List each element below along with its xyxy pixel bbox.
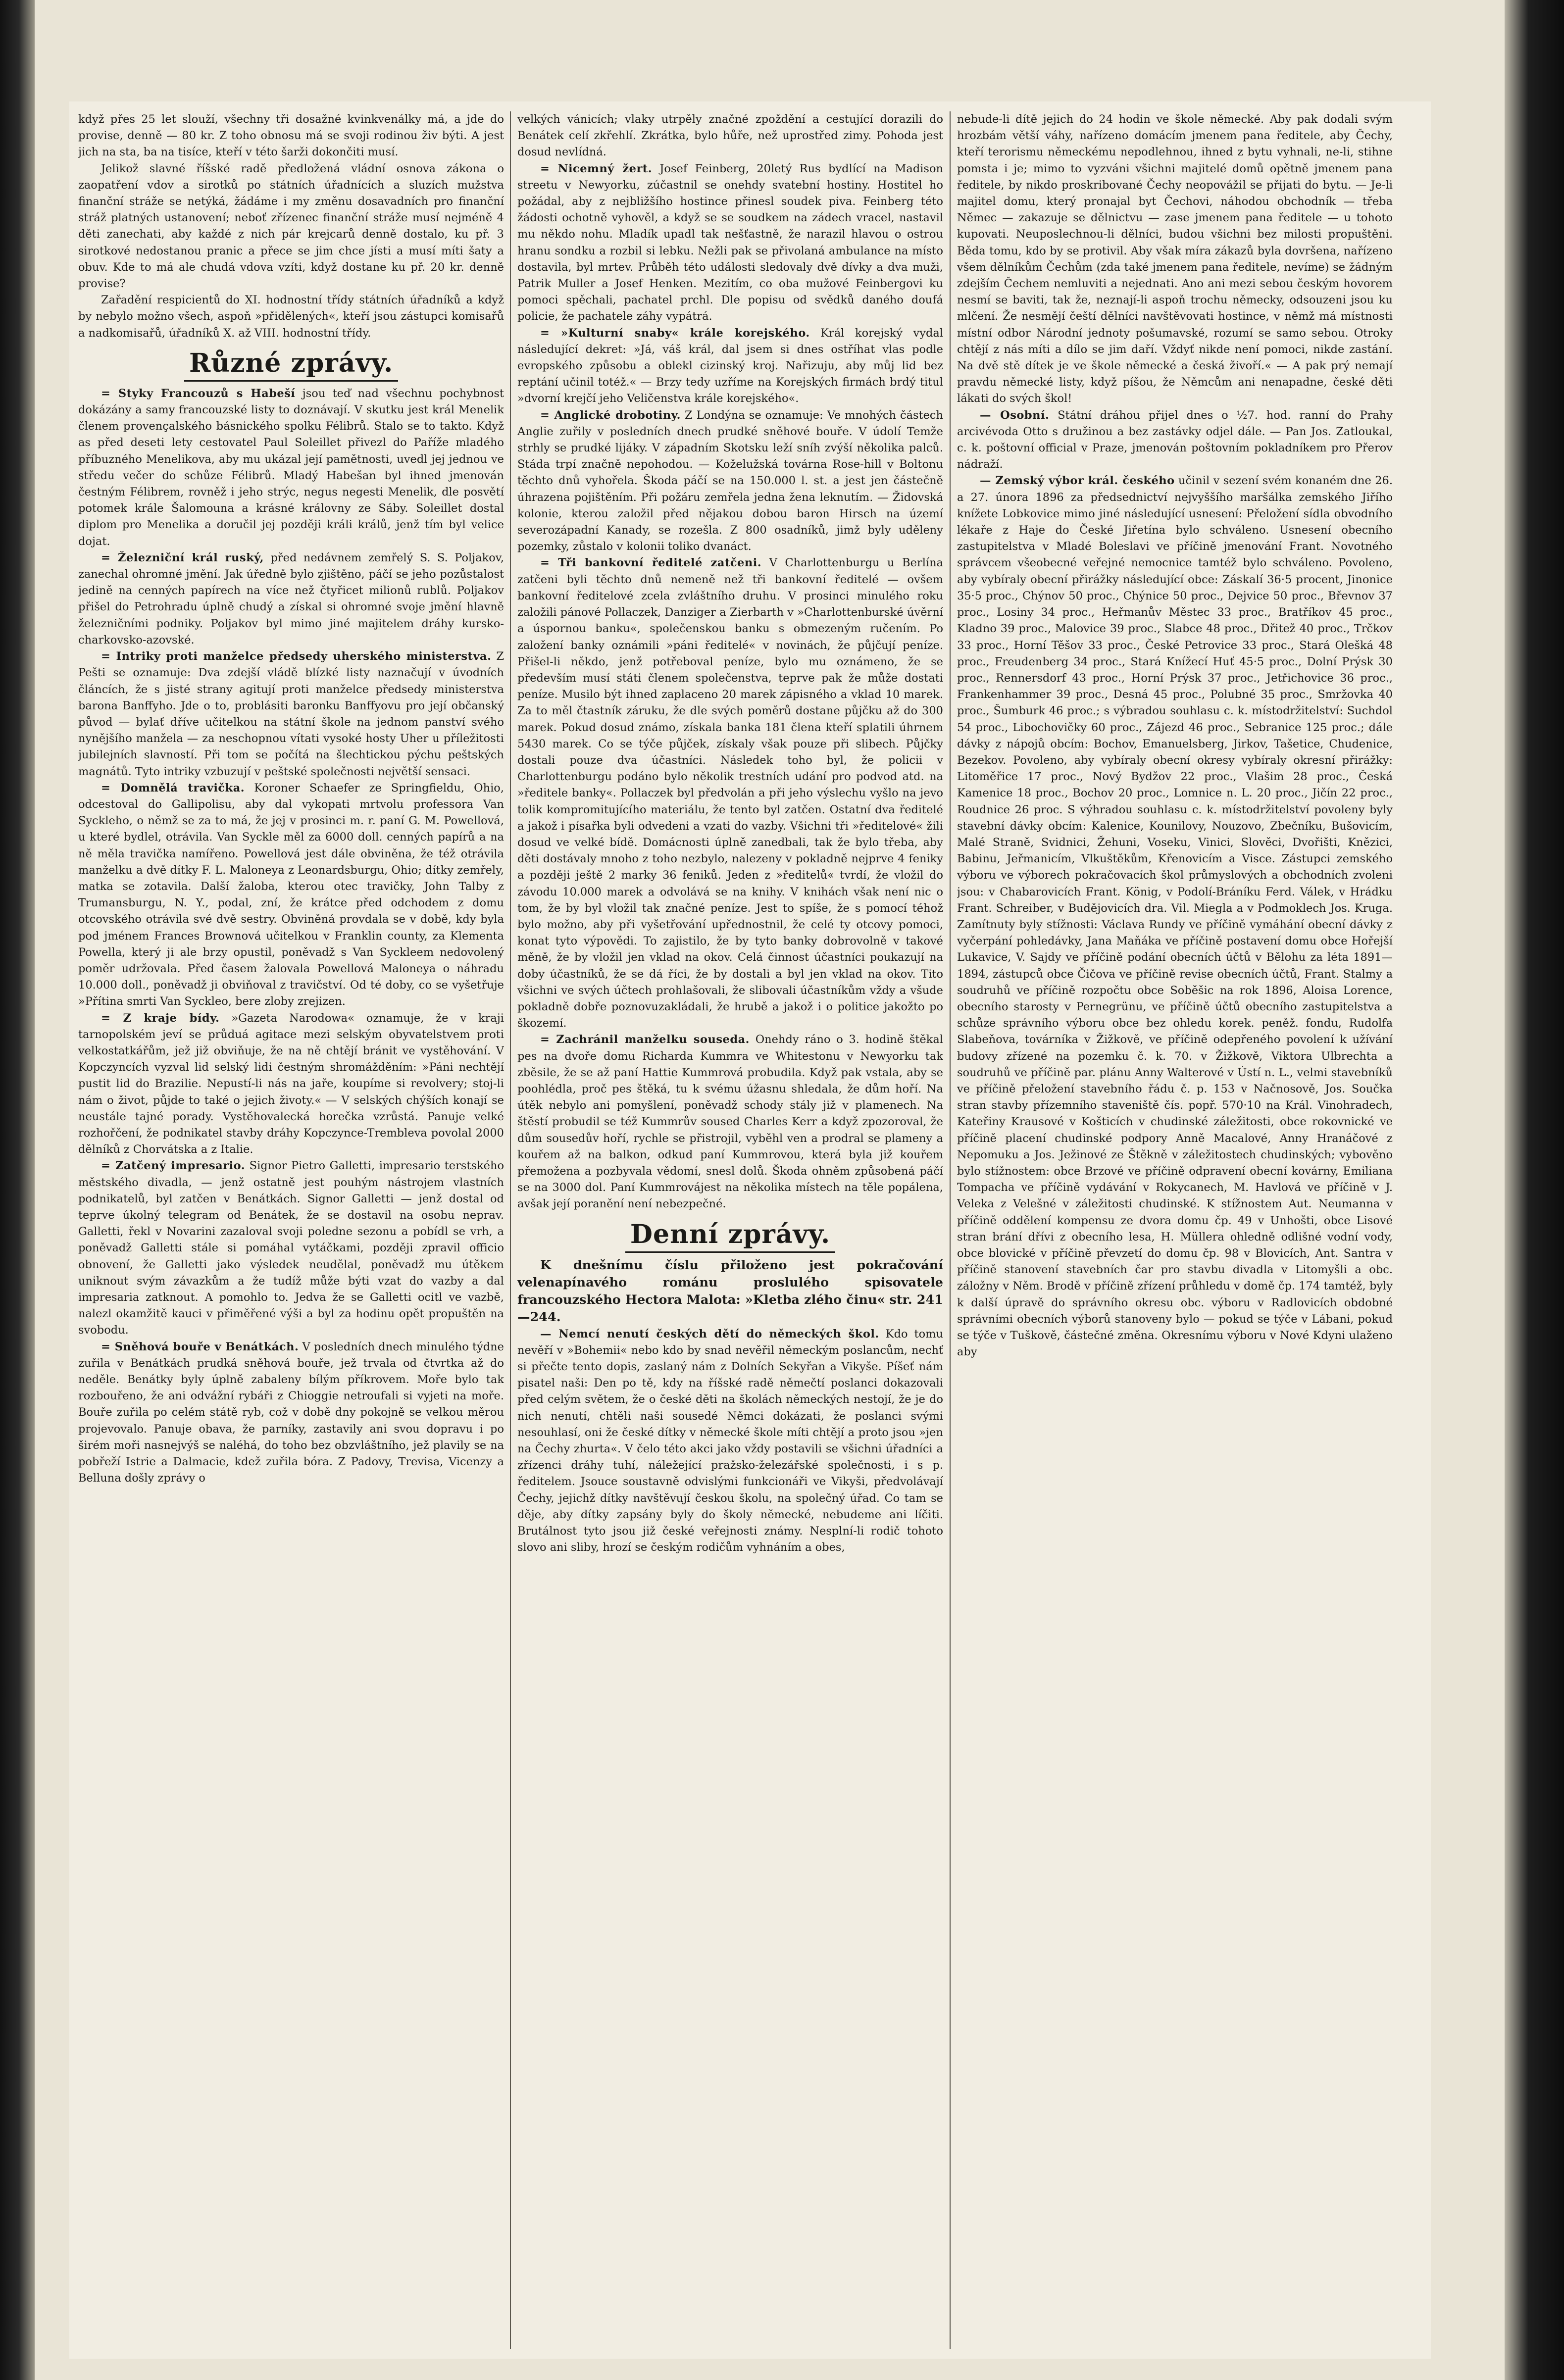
news-item-body: Signor Pietro Galletti, impresario terstského městského divadla, — jenž ostatně jest pouhým nástrojem vlastních podnikatelů, byl zatčen v Benátkách. Signor Galletti — jenž dostal od teprve úkolný telegram od Benátek, že se dostavil na osobu neprav. Galletti, řekl v Novarini zazaloval svoji poledne sezonu a pobídl se vrh, a poněvadž Galletti stále si pomáhal vytáčkami, později zpravil officio obnovení, že Galletti jako výsledek neudělal, poněvadž mu útěkem uniknout svým závazkům a že tudíž může býti vzat do vazby a dal impresaria zatknout. A pomohlo to. Jedva že se Galletti ocitl ve vazbě, nalezl okamžitě kauci v přiměřené výši a byl za hodinu opět propuštěn na svobodu. [78, 1159, 504, 1337]
section-heading [78, 348, 504, 382]
news-item [517, 161, 943, 325]
article-paragraph: velkých vánicích; vlaky utrpěly značné zpoždění a cestující dorazili do Benátek celí zkřehlí. Zkrátka, bylo hůře, než uprostřed zimy. Pohoda jest dosud nevlídná. [517, 113, 943, 159]
news-item [957, 407, 1393, 473]
news-item [517, 1326, 943, 1556]
column-rule-2 [950, 111, 951, 2349]
article-paragraph: Zařadění respicientů do XI. hodnostní třídy státních úřadníků a když by nebylo možno všech, aspoň »přidělených«, kteří jsou zástupci komisařů a nadkomisařů, úřadníků X. až VIII. hodnostní třídy. [78, 294, 504, 340]
article-paragraph: Jelikož slavné říšské radě předložená vládní osnova zákona o zaopatření vdov a sirotků po státních úřadnících a sluzích mužstva finanční stráže se netýká, žádáme i my změnu dosavadních pro finanční stráž platných ustanovení; neboť zřízenec finanční stráže musí nejméně 4 děti zanechati, aby každé z nich pár krejcarů denně dostalo, ku př. 3 sirotkové nedostanou pranic a přece se jim chce jísti a musí míti šaty a obuv. Kde to má ale chudá vdova vzíti, když dostane ku př. 20 kr. denně provise? [78, 162, 504, 291]
news-item-body: V posledních dnech minulého týdne zuřila v Benátkách prudká sněhová bouře, jež trvala od čtvrtka až do neděle. Benátky byly úplně zabaleny bílým příkrovem. Moře bylo tak rozbouřeno, že ani odvážní rybáři z Chioggie netroufali si vyjeti na moře. Bouře zuřila po celém státě ryb, což v době dny pokojně se velkou měrou projevovalo. Panuje obava, že parníky, zastavily ani svou dopravu i po širém moři nasnejvýš se naléhá, do toho bez obzvláštního, jež plavily se na pobřeží Istrie a Dalmacie, kdež zuřila bóra. Z Padovy, Trevisa, Vicenzy a Belluna došly zprávy o [78, 1340, 504, 1485]
news-item-body: Z Pešti se oznamuje: Dva zdejší vládě blízké listy naznačují v úvodních článcích, že s jisté strany agitují proti manželce předsedy ministerstva barona Banffyho. Jde o to, problásiti baronku Banffyovu pro její občanský původ — bylať dříve učitelkou na státní škole na jednom panství svého nynějšího manžela — za neschopnou vítati vysoké hosty Uher u příležitosti jubilejních slavností. Při tom se počítá na šlechtickou pýchu peštských magnátů. Tyto intriky vzbuzují v peštské společnosti největší sensaci. [78, 650, 504, 778]
news-item-body: »Gazeta Narodowa« oznamuje, že v kraji tarnopolském jeví se průduá agitace mezi selským obyvatelstvem proti velkostatkářům, jež již obviňuje, že na ně chtějí bránit ve vystěhování. V Kopczyncích vyzval lid selský lidi čestným shromážděním: »Páni nechtějí pustit lid do Brazilie. Nepustí-li nás na jaře, koupíme si revolvery; stoj-li nám o život, půjde to také o jejich životy.« — V selských chýších konají se neustále tajné porady. Vystěhovalecká horečka vzrůstá. Panuje velké rozhořčení, že podnikatel stavby dráhy Kopczynce-Trembleva povolal 2000 dělníků z Chorvátska a z Italie. [78, 1011, 504, 1156]
news-item-body: Kdo tomu nevěří v »Bohemii« nebo kdo by snad nevěřil německým poslancům, nechť si přečte tento dopis, zaslaný nám z Dolních Sekyřan a Vikyše. Píšeť nám pisatel naši: Den po tě, kdy na říšské radě němečtí poslanci dokazovali před celým světem, že o české děti na školách německých nestojí, že je do nich nenutí, chtěli naši sousedé Němci dokázati, že poslanci svými nesouhlasí, oni že české dítky v německé škole míti chtějí a proto jsou »jen na Čechy zhurta«. V čelo této akci jako vždy postavili se všichni úřadníci a zřízenci dráhy tuhí, náležející pražsko-železářské společnosti, i s p. ředitelem. Jsouce soustavně odvislými funkcionáři ve Vikyši, předvolávají Čechy, jejichž dítky navštěvují českou školu, na společný úřad. Co tam se děje, aby dítky zapsány byly do školy německé, nebudeme ani líčiti. Brutálnost tyto jsou již české veřejnosti známy. Nesplní-li rodič tohoto slovo ani sliby, hrozí se českým rodičům vyhnáním a obes, [517, 1327, 943, 1554]
news-item-lead: = Intriky proti manželce předsedy uherského ministerstva. [101, 650, 492, 663]
news-item [517, 1032, 943, 1212]
news-item [517, 325, 943, 407]
column-2 [517, 111, 943, 2349]
news-item-lead: — Zemský výbor král. českého [980, 474, 1175, 488]
news-item-lead: = Z kraje bídy. [101, 1011, 220, 1025]
news-item-lead: = Sněhová bouře v Benátkách. [101, 1340, 299, 1353]
news-item-body: Král korejský vydal následující dekret: »Já, váš král, dal jsem si dnes ostříhat vlas podle evropského způsobu a oblekl cizinský kroj. Nařizuju, aby můj lid bez reptání učinil totéž.« — Brzy tedy uzříme na Korejských firmách brdý titul »dvorní krejčí jeho Veličenstva krále korejského«. [517, 326, 943, 405]
section-heading [517, 1220, 943, 1253]
news-item [517, 555, 943, 1032]
news-item [78, 1158, 504, 1339]
scan-shadow-right [1505, 0, 1564, 2380]
news-item-lead: = Styky Francouzů s Habeší [101, 387, 296, 400]
news-item [78, 648, 504, 780]
news-item-body: Onehdy ráno o 3. hodině štěkal pes na dvoře domu Richarda Kummra ve Whitestonu v Newyorku tak zběsile, že se až paní Hattie Kummrová probudila. Když pak vstala, aby se poohlédla, proč pes štěká, tu k svému úžasnu shledala, že dům hoří. Na útěk nebylo ani pomyšlení, poněvadž schody stály již v plamenech. Na štěstí probudil se též Kummrův soused Charles Kerr a když zpozoroval, že dům sousedův hoří, rychle se přistrojil, vyběhl ven a prodral se plameny a kouřem až na balkon, odkud paní Kummrovou, která byla již kouřem přemožena a pozbyvala vědomí, snesl dolů. Škoda ohněm způsobená páčí se na 3000 dol. Paní Kummrovájest na několika místech na těle popálena, avšak její poranění není nebezpečné. [517, 1033, 943, 1211]
news-item-lead: — Nemcí nenutí českých dětí do německých škol. [540, 1327, 879, 1340]
news-item [78, 1339, 504, 1487]
article-paragraph: když přes 25 let slouží, všechny tři dosažné kvinkvenálky má, a jde do provise, denně — 80 kr. Z toho obnosu má se svoji rodinou živ býti. A jest jich na sta, ba na tisíce, kteří v této šarži dokončiti musí. [78, 113, 504, 159]
news-item-lead: = Nicemný žert. [540, 162, 653, 175]
news-item-lead: — Osobní. [980, 408, 1050, 422]
news-item-lead: = Tři bankovní ředitelé zatčeni. [540, 556, 762, 570]
news-item-lead: = Anglické drobotiny. [540, 408, 681, 422]
news-item [78, 550, 504, 648]
column-3 [957, 111, 1393, 2349]
supplement-notice: K dnešnímu číslu přiloženo jest pokračování velenapínavého románu proslulého spisovatele francouzského Hectora Malota: »Kletba zlého činu« str. 241—244. [517, 1257, 943, 1325]
news-item-body: učinil v sezení svém konaném dne 26. a 27. února 1896 za předsednictví nejvyššího maršálka zemského Jiřího knížete Lobkovice mimo jiné následující usnesení: Přeložení sídla obvodního lékaře z Haje do České Jiřetína bylo schváleno. Usnesení obecního zastupitelstva v Mladé Boleslavi ve příčině jmenování Frant. Novotného správcem všeobecné veřejné nemocnice tamtéž bylo schváleno. Povoleno, aby vybíraly obecní přirážky následující obce: Záskalí 36·5 procent, Jinonice 35·5 proc., Chýnov 50 proc., Chýnice 50 proc., Dejvice 50 proc., Břevnov 37 proc., Losiny 34 proc., Heřmanův Městec 33 proc., Bratříkov 45 proc., Kladno 39 proc., Malovice 39 proc., Slabce 48 proc., Dřitež 40 proc., Trčkov 33 proc., Horní Těšov 33 proc., České Petrovice 33 proc., Stará Olešká 48 proc., Freudenberg 34 proc., Stará Knížecí Huť 45·5 proc., Dolní Prýsk 30 proc., Rennersdorf 43 proc., Horní Prýsk 37 proc., Jetřichovice 36 proc., Frankenhammer 39 proc., Desná 45 proc., Polubné 35 proc., Smržovka 40 proc., Šumburk 46 proc.; s výbradou souhlasu c. k. místodržitelství: Suchdol 54 proc., Libochovičky 60 proc., Zájezd 46 proc., Sebranice 125 proc.; dále dávky z nápojů obcím: Bochov, Emanuelsberg, Jirkov, Tašetice, Chudenice, Bezekov. Povoleno, aby vybíraly obecní okresy vybíraly okresní přirážky: Litoměřice 17 proc., Nový Bydžov 22 proc., Vlašim 28 proc., Česká Kamenice 18 proc., Bochov 20 proc., Lomnice n. L. 20 proc., Jičín 22 proc., Roudnice 26 proc. S výhradou souhlasu c. k. místodržitelství povoleny byly stavební dávky obcím: Kalenice, Kounilovy, Nouzovo, Zbečníku, Bušovicím, Malé Straně, Svidnici, Žehuni, Voseku, Vinici, Slověci, Dvořišti, Knězici, Babinu, Jeřmanicím, Vlkuštěkům, Křenovicím a Visce. Zástupci zemského výboru ve výborech pokračovacích škol průmyslových a obchodních zvoleni jsou: v Chabarovicích Frant. König, v Podolí-Bráníku Ferd. Válek, v Hrádku Frant. Schreiber, v Budějovicích dra. Vil. Miegla a v Podmoklech Jos. Kruga. Zamítnuty byly stížnosti: Václava Rundy ve příčině vymáhání obecní dávky z vyčerpání pohledávky, Jana Maňáka ve příčině postavení domu obce Hořejší Lukavice, V. Sajdy ve příčině podání obecních účtů v Bělohu za léta 1891—1894, zástupců obce Čičova ve příčině revise obecních účtů, Frant. Stalmy a soudruhů ve příčině rozpočtu obce Soběšic na rok 1896, Aloisa Lorence, obecního starosty v Pernegrünu, ve příčině účtů obecního zastupitelstva a schůze správního výboru obce bez ohledu korek. peněž. fondu, Rudolfa Slabeňova, továrníka v Žižkově, ve příčině odepřeného povolení k užívání budovy zřízené na pozemku č. k. 70. v Žižkově, Viktora Ulbrechta a soudruhů ve příčině par. plánu Anny Walterové v Ústí n. L., velmi stavebníků ve příčině přeložení stavebního řádu č. p. 153 v Načnosově, Jos. Součka stran stavby přízemního staveniště čís. popř. 570·10 na Král. Vinohradech, Kateřiny Krausové v Košticích v chudinské záležitosti, obce rokovnické ve příčině placení chudinské podpory Anně Macalové, Anny Hranáčové z Nepomuku a Jos. Ježinové ze Štěkně v záležitostech chudinských; vybověno bylo stížnostem: obce Brzové ve příčině odpravení obecní kovárny, Emiliana Tompacha ve příčině vydávání v Rokycanech, M. Havlová ve příčině v J. Veleka z Velešné v záležitosti chudinské. K stížnostem Aut. Neumanna v příčině oddělení kompensu ze dvora domu čp. 49 v Unhošti, obce Lisové stran brání dřívi z obecního lesa, H. Müllera ohledně odlišné vodní vody, obce blovické v příčině převzetí do domu čp. 98 v Blovicích, Ant. Santra v příčině stanovení stavebních čar pro stavbu divadla v Litomyšli a obc. záložny v Něm. Brodě v příčině zřízení průhledu v domě čp. 174 tamtéž, byly k další úpravě do správního okresu obc. výboru v Radlovicích obdobné správními obecních výborů stanoveny bylo — pokud se týče v Lábani, pokud se týče v Tuškově, částečné změna. Okresnímu výboru v Nové Kdyni ulaženo aby [957, 474, 1393, 1359]
news-item-body: Koroner Schaefer ze Springfieldu, Ohio, odcestoval do Gallipolisu, aby dal vykopati mrtvolu professora Van Syckleho, o němž se za to má, že jej v prosinci m. r. paní G. M. Powellová, u které bydlel, otrávila. Van Syckle měl za 6000 doll. cenných papírů a na ně měla travička namířeno. Powellová jest dále obviněna, že též otrávila manželku a dvě dítky F. L. Maloneya z Leonardsburgu, Ohio; dítky zemřely, matka se zotavila. Další žaloba, kterou otec travičky, John Talby z Trumansburgu, N. Y., podal, zní, že krátce před odchodem z domu otcovského otrávila své dvě sestry. Obviněná provdala se v době, kdy byla pod jménem Frances Brownová učitelkou v Franklin county, za Klementa Powella, který ji ale brzy opustil, poněvadž s Van Syckleem nedovolený poměr udržovala. Před časem žalovala Powellová Maloneya o náhradu 10.000 doll., poněvadž ji obviňoval z travičství. Od té doby, co se vyšetřuje »Přítina smrti Van Syckleo, bere zloby zrejizen. [78, 781, 504, 1008]
news-item-lead: = Domnělá travička. [101, 781, 245, 794]
article-continuation: nebude-li dítě jejich do 24 hodin ve škole německé. Aby pak dodali svým hrozbám větší váhy, nařízeno domácím jmenem pana ředitele, aby Čechy, kteří terorismu německému nepodlehnou, ihned z bytu vyhnali, ne-li, stihne pomsta i je; mimo to vyzváni všichni majitelé domů opětně jmenem pana ředitele, by nikdo proskribované Čechy neopovážil se přijati do bytu. — Je-li majitel domu, který pronajal byt Čechovi, náhodou obchodník — třeba Němec — zakazuje se dělnictvu — zase jmenem pana ředitele — u tohoto kupovati. Neuposlechnou-li dělníci, budou všichni bez milosti propuštěni. Běda tomu, kdo by se protivil. Aby však míra zákazů byla dovršena, nařízeno všem dělníkům Čechům (zda také jmenem pana ředitele, nevíme) se žádným zdejším Čechem nemluviti a nejednati. Ano ani mezi sebou českým hovorem nesmí se baviti, tak že, neznají-li aspoň trochu německy, odsouzeni jsou ku mlčení. Že nesmějí čeští dělníci navštěvovati hostince, v němž má místnosti místní odbor Národní jednoty pošumavské, rozumí se samo sebou. Otroky chtějí z nás míti a dílo se jim daří. Vždyť nikde není pomoci, nikde zastání. Na dvě stě dítek je ve škole německé a česká živoří.« — A pak prý nemají pravdu německé listy, když píšou, že Němcům ani nenapadne, české děti lákati do svých škol! [957, 113, 1393, 405]
news-item [517, 407, 943, 555]
news-item-body: V Charlottenburgu u Berlína zatčeni byli těchto dnů nemeně než tři bankovní ředitelé — ovšem bankovní ředitelové zcela zvláštního druhu. V prosinci minulého roku založili pánové Pollaczek, Danziger a Zierbarth v »Charlottenburské úvěrní a úspornou banku«, společenskou banku s obmezeným ručením. Po založení banky oznámili »páni ředitelé« v novinách, že půjčují peníze. Přišel-li někdo, jenž potřeboval peníze, bylo mu oznámeno, že se především musí státi členem společenstva, teprve pak že může dostati peníze. Musilo být ihned zaplaceno 20 marek zápisného a vklad 10 marek. Za to měl čtastník záruku, že dle svých poměrů dostane půjčku až do 300 marek. Pokud dosud známo, získala banka 181 člena kteří splatili úhrnem 5430 marek. Co se týče půjček, získaly však pouze při slibech. Půjčky dostali pouze dva účastníci. Následek toho byl, že policii v Charlottenburgu podáno bylo několik trestních udání pro podvod atd. na »ředitele banky«. Pollaczek byl předvolán a při jeho výslechu vyšlo na jevo tolik kompromitujícího materiálu, že tento byl zatčen. Ostatní dva ředitelé a jakož i písařka byli odvedeni a vzati do vazby. Všichni tři »ředitelové« žili dosud ve velké bídě. Domácnosti úplně zanedbali, tak že bylo třeba, aby děti dostávaly mnoho z toho nezbylo, nalezeny v pokladně nejprve 4 feniky a později ještě 2 marky 36 feniků. Jeden z »ředitelů« tvrdí, že vložil do závodu 10.000 marek a odvolává se na knihy. V knihách však není nic o tom, že by byl vložil tak značné peníze. Jest to spíše, že s pomocí téhož bylo možno, aby při vyšetřování upřednostnil, že celé ty otcovy pomoci, konat tyto výpovědi. To zajistilo, že by tyto banky dobrovolně v takové měně, že by vložil jen vklad na okov. Celá činnost účastníci poukazují na doby účastníků, že se dá říci, že by dostali a byl jen vklad na okov. Tito všichni ve svých účtech prohlašovali, že slibovali účastníkům vždy a všude pokladně dobře poznovuzakládali, že hrubě a jakož i o politice jakožto po škozemí. [517, 556, 943, 1030]
scan-shadow-left [0, 0, 35, 2380]
news-item-body: Josef Feinberg, 20letý Rus bydlící na Madison streetu v Newyorku, zúčastnil se onehdy svatební hostiny. Hostitel ho požádal, aby z nejbližšího hostince přinesl soudek piva. Feinberg této žádosti ochotně vyhověl, a když se se soudkem na zádech vracel, nastavil mu někdo nohu. Mladík upadl tak nešťastně, že narazil hlavou o ostrou hranu sondku a rozbil si lebku. Nežli pak se přivolaná ambulance na místo dostavila, byl mrtev. Průběh této události sledovaly dvě dívky a dva muži, Patrik Muller a Josef Henken. Mezitím, co oba mužové Feinbergovi ku pomoci spěchali, pachatel prchl. Dle popisu od svědků daného doufá policie, že pachatele záhy vypátrá. [517, 162, 943, 323]
section-heading-text: Různé zprávy. [184, 348, 398, 382]
news-item [78, 780, 504, 1010]
news-item-body: před nedávnem zemřelý S. S. Poljakov, zanechal ohromné jmění. Jak úředně bylo zjištěno, páčí se jeho pozůstalost jedině na cenných papírech na více než čtyřicet milionů rublů. Poljakov přišel do Petrohradu úplně chudý a získal si ohromné svoje jmění hlavně železničními podniky. Poljakov byl mimo jiné majitelem dráhy kursko-charkovsko-azovské. [78, 551, 504, 646]
news-item-lead: = Zachránil manželku souseda. [540, 1033, 750, 1046]
newspaper-page [69, 101, 1431, 2359]
news-item-lead: = Železniční král ruský, [101, 551, 264, 564]
news-item-lead: = »Kulturní snaby« krále korejského. [540, 326, 810, 340]
column-rule-1 [510, 111, 511, 2349]
news-item-body: Státní dráhou přijel dnes o ½7. hod. ranní do Prahy arcivévoda Otto s družinou a bez zastávky odjel dále. — Pan Jos. Zatloukal, c. k. poštovní official v Praze, jmenován poštovním pokladníkem pro Přerov nádraží. [957, 408, 1393, 471]
news-item [78, 1010, 504, 1158]
news-item-body: Z Londýna se oznamuje: Ve mnohých částech Anglie zuřily v posledních dnech prudké sněhové bouře. V údolí Temže strhly se prudké lijáky. V západním Skotsku leží sníh zvýší několika palců. Stáda trpí značně nepohodou. — Koželužská továrna Rose-hill v Boltonu těchto dnů vyhořela. Škoda páčí se na 150.000 l. st. a jest jen částečně úhrazena pojištěním. Při požáru zemřela jedna žena leknutím. — Židovská kolonie, kterou založil před nějakou dobou baron Hirsch na území severozápadní Kanady, se rozešla. Z 800 osadníků, jimž byly uděleny pozemky, zůstalo v kolonii toliko dvanáct. [517, 408, 943, 553]
news-item-lead: = Zatčený impresario. [101, 1159, 246, 1173]
column-1 [78, 111, 504, 2349]
news-item-body: jsou teď nad všechnu pochybnost dokázány a samy francouzské listy to doznávají. V skutku jest král Menelik členem provençalského básnického spolku Félibrů. Stalo se to takto. Když as před deseti lety cestovatel Paul Soleillet přivezl do Paříže mladého příbuzného Menelikova, aby mu ukázal její pamětnosti, uvedl jej jednou ve středu večer do schůze Félibrů. Mladý Habešan byl ihned jmenován čestným Félibrem, rovněž i jeho strýc, negus negesti Menelik, dle posvětí potomek krále Šalomouna a krásné královny ze Sáby. Soleillet dostal diplom pro Menelika a doručil jej později králi králů, jenž tím byl velice dojat. [78, 387, 504, 548]
news-item [957, 473, 1393, 1360]
news-item [78, 386, 504, 550]
section-heading-text: Denní zprávy. [625, 1220, 835, 1253]
